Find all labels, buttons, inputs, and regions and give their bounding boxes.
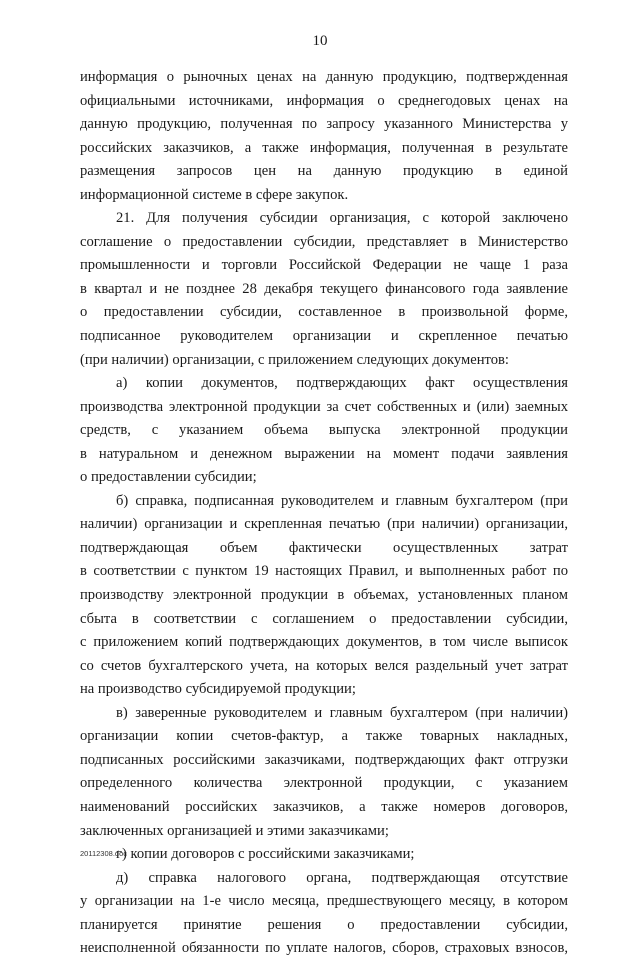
text-line: российских заказчиков, а также информация, полученная в результате [80,139,568,156]
file-name-footer: 20112308.doc [80,849,127,858]
page-number: 10 [312,33,328,49]
text-line: с приложением копий подтверждающих документов, в том числе выписок [80,634,568,651]
text-line: информационной системе в сфере закупок. [80,186,349,203]
text-line: б) справка, подписанная руководителем и главным бухгалтером (при [116,492,568,509]
text-line: о предоставлении субсидии; [80,469,257,486]
text-line: планируется принятие решения о предоставлении субсидии, [80,916,568,933]
text-line: (при наличии) организации, с приложением следующих документов: [80,351,509,368]
text-line: официальными источниками, информация о среднегодовых ценах на [80,92,568,109]
text-line: д) справка налогового органа, подтверждающая отсутствие [116,869,568,886]
text-line: со счетов бухгалтерского учета, на которых велся раздельный учет затрат [80,657,568,674]
text-line: промышленности и торговли Российской Федерации не чаще 1 раза [80,257,568,274]
text-line: у организации на 1-е число месяца, предшествующего месяцу, в котором [80,893,568,910]
text-line: о предоставлении субсидии, составленное в произвольной форме, [80,304,568,321]
text-line: г) копии договоров с российскими заказчиками; [116,846,415,863]
text-line: на производство субсидируемой продукции; [80,681,356,698]
text-line: данную продукцию, полученная по запросу указанного Министерства у [80,116,568,133]
text-line: производства электронной продукции за счет собственных и (или) заемных [80,398,568,415]
document-body [80,66,568,961]
text-line: сбыта в соответствии с соглашением о предоставлении субсидии, [80,610,568,627]
text-line: заключенных организацией и этими заказчиками; [80,822,389,839]
text-line: размещения запросов цен на данную продукцию в единой [80,163,568,180]
text-line: определенного количества электронной продукции, с указанием [80,775,568,792]
text-line: неисполненной обязанности по уплате налогов, сборов, страховых взносов, [80,940,568,957]
text-line: производству электронной продукции в объемах, установленных планом [80,587,568,604]
text-line: в квартал и не позднее 28 декабря текущего финансового года заявление [80,280,568,297]
text-line: в соответствии с пунктом 19 настоящих Правил, и выполненных работ по [80,563,568,580]
text-line: в) заверенные руководителем и главным бухгалтером (при наличии) [116,704,568,721]
text-line: наименований российских заказчиков, а также номеров договоров, [80,798,568,815]
text-line: подтверждающая объем фактически осуществленных затрат [80,539,568,556]
text-line: а) копии документов, подтверждающих факт осуществления [116,375,568,392]
text-line: подписанное руководителем организации и скрепленное печатью [80,328,568,345]
text-line: в натуральном и денежном выражении на момент подачи заявления [80,445,568,462]
text-line: подписанных российскими заказчиками, подтверждающих факт отгрузки [80,751,568,768]
text-line: наличии) организации и скрепленная печатью (при наличии) организации, [80,516,568,533]
text-line: средств, с указанием объема выпуска электронной продукции [80,422,568,439]
text-line: соглашение о предоставлении субсидии, представляет в Министерство [80,233,568,250]
text-line: организации копии счетов-фактур, а также товарных накладных, [80,728,568,745]
text-line: информация о рыночных ценах на данную продукцию, подтвержденная [80,69,568,85]
text-line: 21. Для получения субсидии организация, с которой заключено [116,210,568,227]
